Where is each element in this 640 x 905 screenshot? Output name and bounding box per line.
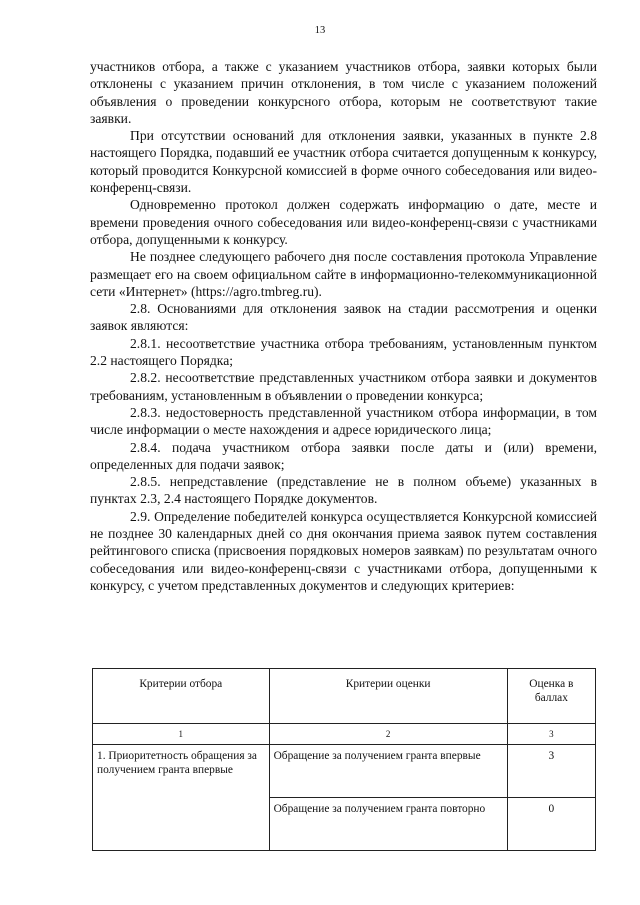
paragraph: 2.8.1. несоответствие участника отбора требованиям, установленным пунктом 2.2 настоящего Порядка; — [90, 335, 597, 369]
paragraph: 2.8.2. несоответствие представленных участником отбора заявки и документов требованиям, установленным в объявлении о проведении конкурса; — [90, 370, 597, 403]
column-number: 2 — [269, 724, 507, 745]
score-cell: 3 — [507, 745, 595, 798]
paragraph: При отсутствии оснований для отклонения заявки, указанных в пункте 2.8 настоящего Порядка, подавший ее участник отбора считается допущенным к конкурсу, который проводится Конкурсной комиссией в форме очного собеседования или видео-конференц-связи. — [90, 128, 597, 196]
paragraph: Одновременно протокол должен содержать информацию о дате, месте и времени проведения очного собеседования или видео-конференц-связи с участниками отбора, допущенными к конкурсу. — [90, 197, 597, 247]
criteria-table — [92, 668, 596, 851]
table-header-row — [93, 669, 596, 724]
selection-criterion-cell: 1. Приоритетность обращения за получением гранта впервые — [93, 745, 270, 851]
document-body — [90, 58, 597, 594]
header-score: Оценка в баллах — [507, 669, 595, 724]
score-cell: 0 — [507, 798, 595, 851]
paragraph: 2.8.5. непредставление (представление не в полном объеме) указанных в пунктах 2.3, 2.4 настоящего Порядке документов. — [90, 474, 597, 507]
header-selection-criteria: Критерии отбора — [93, 669, 270, 724]
evaluation-criterion-cell: Обращение за получением гранта впервые — [269, 745, 507, 798]
evaluation-criterion-cell: Обращение за получением гранта повторно — [269, 798, 507, 851]
table-row — [93, 745, 596, 798]
header-evaluation-criteria: Критерии оценки — [269, 669, 507, 724]
page-number: 13 — [314, 25, 326, 36]
paragraph: участников отбора, а также с указанием участников отбора, заявки которых были отклонены с указанием причин отклонения, в том числе с указанием положений объявления о проведении конкурсного отбора, которым не соответствуют такие заявки. — [90, 59, 597, 126]
paragraph: 2.8.3. недостоверность представленной участником отбора информации, в том числе информации о месте нахождения и адресе юридического лица; — [90, 404, 597, 438]
paragraph: 2.8. Основаниями для отклонения заявок на стадии рассмотрения и оценки заявок являются: — [90, 301, 597, 334]
paragraph: 2.8.4. подача участником отбора заявки после даты и (или) времени, определенных для подачи заявок; — [90, 439, 597, 472]
paragraph: 2.9. Определение победителей конкурса осуществляется Конкурсной комиссией не позднее 30 календарных дней со дня окончания приема заявок путем составления рейтингового списка (присвоения порядковых номеров заявкам) по результатам очного собеседования или видео-конференц-связи с участниками отбора, допущенными к конкурсу, с учетом представленных документов и следующих критериев: — [90, 508, 597, 593]
column-number: 3 — [507, 724, 595, 745]
paragraph: Не позднее следующего рабочего дня после составления протокола Управление размещает его на своем официальном сайте в информационно-телекоммуникационной сети «Интернет» (https://agro.tmbreg.ru). — [90, 249, 597, 299]
column-number: 1 — [93, 724, 270, 745]
column-number-row — [93, 724, 596, 745]
